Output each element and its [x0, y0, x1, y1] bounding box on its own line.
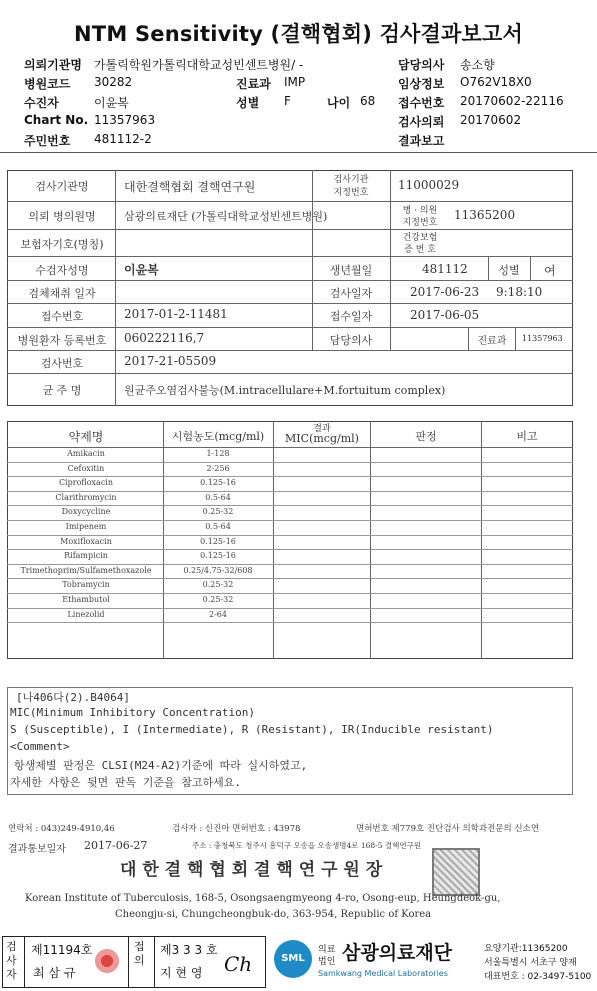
header-divider	[0, 152, 597, 153]
doctor-value: 송소향	[460, 58, 495, 72]
receipt-label: 접수번호	[398, 96, 445, 110]
org-english: Samkwang Medical Laboratories	[318, 969, 448, 978]
agency-value: 대한결핵협회 결핵연구원	[124, 180, 256, 194]
mic-drug-name: Linezolid	[67, 610, 105, 619]
clinical-label: 임상정보	[398, 77, 445, 91]
recv-date-value: 2017-06-05	[410, 308, 480, 322]
mic-test-range: 0.25-32	[202, 507, 234, 516]
report-date-label: 결과통보일자	[8, 844, 66, 855]
hosp-no-label-1: 병 · 의원	[402, 206, 438, 216]
comment-mic: MIC(Minimum Inhibitory Concentration)	[10, 706, 256, 719]
license-text: 면허번호 제779호 진단검사 의학과전문의 신소연	[356, 824, 540, 834]
hosp-code-label: 병원코드	[24, 77, 71, 91]
mic-test-range: 0.25-32	[202, 580, 234, 589]
org-name: 삼광의료재단	[342, 942, 453, 964]
mic-row-divider	[7, 578, 573, 579]
req-date-value: 20170602	[460, 113, 522, 127]
org-phone: 대표번호 : 02-3497-5100	[484, 972, 592, 982]
official-seal-stamp	[432, 848, 480, 896]
mic-drug-name: Doxycycline	[61, 507, 111, 516]
care-no: 요양기관:11365200	[484, 944, 568, 954]
mic-test-range: 2-256	[206, 464, 230, 473]
org-address: 서울특별시 서초구 양재	[484, 958, 577, 968]
agency-label: 검사기관명	[35, 180, 89, 193]
species-value: 원균주오염검사불능(M.intracellulare+M.fortuitum complex)	[124, 384, 446, 397]
req-org-label: 의뢰기관명	[24, 58, 82, 72]
mic-header-range: 시험농도(mcg/ml)	[171, 430, 265, 443]
report-title: NTM Sensitivity (결핵협회) 검사결과보고서	[74, 22, 523, 46]
mic-header-mic: MIC(mcg/ml)	[285, 432, 359, 445]
org-small-2: 법인	[318, 957, 336, 967]
confirm-name: 지 현 영	[160, 966, 203, 980]
mic-row-divider	[7, 462, 573, 463]
mic-test-range: 0.25/4.75-32/608	[183, 566, 253, 575]
species-label: 균 주 명	[42, 384, 82, 397]
mic-drug-name: Rifampicin	[64, 551, 108, 560]
mic-row-divider	[7, 549, 573, 550]
mic-header-note: 비고	[516, 430, 538, 443]
address-small: 주소 : 충청북도 청주시 흥덕구 오송읍 오송생명4로 168-5 결핵연구원	[192, 841, 422, 850]
result-label: 결과보고	[398, 134, 445, 148]
form-sex-label: 성별	[498, 264, 520, 277]
mic-test-range: 1-128	[206, 449, 230, 458]
signature: Ch	[224, 952, 253, 976]
form-dept-label: 진료과	[477, 336, 507, 347]
mic-test-range: 0.125-16	[200, 551, 236, 560]
mic-test-range: 0.5-64	[205, 493, 231, 502]
mic-drug-name: Trimethoprim/Sulfamethoxazole	[20, 566, 152, 575]
comment-code: [나406다(2).B4064]	[16, 691, 130, 704]
mic-row-divider	[7, 535, 573, 536]
test-date-value: 2017-06-23	[410, 285, 480, 299]
rrn-value: 481112-2	[94, 132, 152, 146]
age-value: 68	[360, 94, 376, 108]
test-date-label: 검사일자	[329, 287, 373, 300]
insured-label: 보험자기호(명칭)	[20, 238, 104, 251]
mic-drug-name: Tobramycin	[62, 580, 110, 589]
mic-row-divider	[7, 608, 573, 609]
report-date-value: 2017-06-27	[84, 839, 148, 852]
agency-no-value: 11000029	[398, 178, 460, 192]
mic-header-judgement: 판정	[415, 430, 437, 443]
hosp-no-value: 11365200	[454, 208, 516, 222]
mic-drug-name: Ciprofloxacin	[58, 478, 114, 487]
comment-line-1: 항생제별 판정은 CLSI(M24-A2)기준에 따라 실시하였고,	[14, 759, 308, 772]
exam-no-value: 2017-21-05509	[124, 354, 217, 368]
dept-value: IMP	[284, 75, 306, 89]
ins-no-label-1: 건강보험	[402, 233, 438, 243]
sex-label: 성별	[236, 96, 260, 110]
confirm-label: 접의	[134, 940, 145, 967]
mic-row-divider	[7, 505, 573, 506]
mic-header-drug: 약제명	[68, 430, 104, 444]
doc-label: 담당의사	[329, 334, 373, 347]
hosp-no-label-2: 지정번호	[402, 218, 438, 228]
institute-en-1: Korean Institute of Tuberculosis, 168-5, Osongsaengmyeong 4-ro, Osong-eup, Heungdeok-gu,	[25, 893, 501, 904]
accn-label: 접수번호	[40, 310, 84, 323]
ins-no-label-2: 증 번 호	[404, 245, 436, 255]
red-seal-stamp	[94, 946, 120, 976]
exam-no-label: 검사번호	[40, 357, 84, 370]
comment-sir: S (Susceptible), I (Intermediate), R (Resistant), IR(Inducible resistant)	[10, 723, 494, 736]
confirm-no: 제3 3 3 호	[160, 943, 218, 957]
hospital-label: 의뢰 병의원명	[28, 210, 96, 223]
age-label: 나이	[327, 96, 351, 110]
clinical-value: O762V18X0	[460, 75, 532, 89]
mic-row-divider	[7, 476, 573, 477]
mic-drug-name: Ethambutol	[62, 595, 110, 604]
chart-value: 11357963	[94, 113, 156, 127]
institute-kr: 대 한 결 핵 협 회 결 핵 연 구 원 장	[120, 860, 383, 880]
agency-no-label-1: 검사기관	[333, 175, 369, 185]
dept-label: 진료과	[236, 77, 271, 91]
mic-test-range: 0.25-32	[202, 595, 234, 604]
form-sex-value: 여	[544, 264, 556, 278]
hospital-value: 삼광의료재단 (가톨릭대학교성빈센트병원)	[124, 210, 328, 223]
mic-drug-name: Amikacin	[67, 449, 105, 458]
comment-heading: <Comment>	[10, 740, 70, 753]
tester-name: 최 삼 규	[33, 966, 76, 980]
mic-row-divider	[7, 520, 573, 521]
mic-test-range: 0.125-16	[200, 537, 236, 546]
sex-value: F	[284, 94, 291, 108]
receipt-value: 20170602-22116	[460, 94, 564, 108]
test-time-value: 9:18:10	[496, 285, 543, 299]
chart-label: Chart No.	[24, 113, 89, 127]
birth-label: 생년월일	[329, 264, 373, 277]
mic-row-divider	[7, 491, 573, 492]
req-org-value: 가톨릭학원가톨릭대학교성빈센트병원/ -	[94, 58, 304, 72]
accn-value: 2017-01-2-11481	[124, 307, 228, 321]
reg-label: 병원환자 등록번호	[17, 334, 107, 347]
mic-header-result: 결과	[313, 424, 331, 434]
mic-row-divider	[7, 593, 573, 594]
name-value: 이윤복	[124, 263, 159, 277]
mic-drug-name: Moxifloxacin	[60, 537, 112, 546]
comment-line-2: 자세한 사항은 뒷면 판독 기준을 참고하세요.	[10, 776, 242, 789]
tester-label: 검사자	[6, 940, 17, 981]
mic-drug-name: Clarithromycin	[55, 493, 117, 502]
mic-row-divider	[7, 622, 573, 623]
org-small-1: 의료	[318, 945, 336, 955]
mic-test-range: 0.5-64	[205, 522, 231, 531]
mic-drug-name: Imipenem	[65, 522, 107, 531]
rrn-label: 주민번호	[24, 134, 71, 148]
req-date-label: 검사의뢰	[398, 115, 445, 129]
sml-logo: SML	[274, 940, 312, 978]
tester-no: 제11194호	[31, 943, 93, 957]
name-label: 수검자성명	[35, 264, 89, 277]
doctor-label: 담당의사	[398, 58, 445, 72]
form-dept-value: 11357963	[522, 334, 563, 343]
collect-label: 검체채취 일자	[28, 287, 96, 300]
agency-no-label-2: 지정번호	[333, 188, 369, 198]
mic-row-divider	[7, 564, 573, 565]
mic-test-range: 0.125-16	[200, 478, 236, 487]
recv-date-label: 접수일자	[329, 310, 373, 323]
hosp-code-value: 30282	[94, 75, 133, 89]
institute-en-2: Cheongju-si, Chungcheongbuk-do, 363-954, Republic of Korea	[115, 909, 432, 920]
examiner-text: 검사자 : 신진아 면허번호 : 43978	[172, 824, 301, 834]
reg-value: 060222116,7	[124, 331, 205, 345]
patient-label: 수진자	[24, 96, 59, 110]
mic-test-range: 2-64	[209, 610, 227, 619]
mic-drug-name: Cefoxitin	[67, 464, 105, 473]
birth-value: 481112	[422, 262, 468, 276]
patient-value: 이윤복	[94, 96, 129, 110]
contact-text: 연락처 : 043)249-4910,46	[8, 824, 115, 834]
